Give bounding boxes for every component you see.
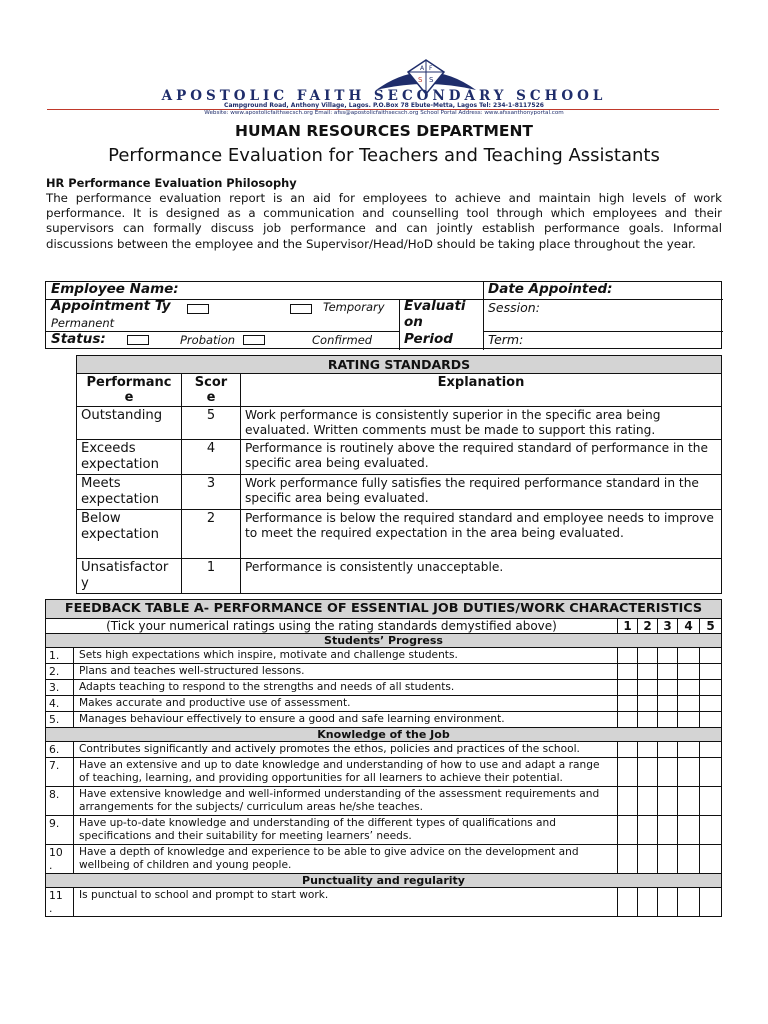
rating-cell-5[interactable]: [700, 648, 722, 664]
svg-text:F: F: [429, 65, 433, 72]
rating-cell-4[interactable]: [678, 712, 700, 728]
duty-number: 6.: [46, 742, 74, 758]
rating-cell-4[interactable]: [678, 742, 700, 758]
rating-cell-1[interactable]: [618, 680, 638, 696]
svg-text:S: S: [429, 76, 434, 84]
section-title: Students’ Progress: [46, 634, 722, 648]
rating-cell-5[interactable]: [700, 680, 722, 696]
rating-cell-2[interactable]: [638, 888, 658, 917]
duty-description: Plans and teaches well-structured lessons.: [74, 664, 618, 680]
duty-description: Have a depth of knowledge and experience to be able to give advice on the development and wellbeing of children and young people.: [74, 845, 618, 874]
rating-cell-1[interactable]: [618, 742, 638, 758]
duty-row: [46, 816, 722, 845]
score-column-header: Scor e: [182, 374, 241, 407]
rating-cell-5[interactable]: [700, 845, 722, 874]
duty-description: Is punctual to school and prompt to start work.: [74, 888, 618, 917]
duty-description: Makes accurate and productive use of assessment.: [74, 696, 618, 712]
duty-row: [46, 888, 722, 917]
rating-cell-5[interactable]: [700, 664, 722, 680]
rating-row: [77, 559, 722, 594]
rating-cell-1[interactable]: [618, 816, 638, 845]
rating-explanation: Performance is below the required standard and employee needs to improve to meet the required expectation in the area being evaluated.: [241, 510, 722, 559]
term-label: Term:: [488, 332, 524, 347]
scale-header-4: 4: [678, 619, 700, 634]
duty-row: [46, 742, 722, 758]
rating-cell-2[interactable]: [638, 696, 658, 712]
duty-number: 9.: [46, 816, 74, 845]
rating-cell-4[interactable]: [678, 664, 700, 680]
temporary-label: Temporary: [323, 300, 385, 314]
rating-performance-level: Outstanding: [77, 407, 182, 440]
permanent-label: Permanent: [51, 316, 115, 330]
rating-cell-2[interactable]: [638, 845, 658, 874]
letterhead: [45, 58, 723, 120]
duty-row: [46, 758, 722, 787]
rating-cell-5[interactable]: [700, 888, 722, 917]
rating-score: 5: [182, 407, 241, 440]
rating-cell-2[interactable]: [638, 758, 658, 787]
rating-explanation: Work performance fully satisfies the required performance standard in the specific area being evaluated.: [241, 475, 722, 510]
rating-cell-2[interactable]: [638, 680, 658, 696]
rating-score: 1: [182, 559, 241, 594]
rating-cell-3[interactable]: [658, 888, 678, 917]
date-appointed-label: Date Appointed:: [488, 281, 613, 297]
rating-cell-5[interactable]: [700, 787, 722, 816]
probation-label: Probation: [180, 333, 236, 347]
rating-cell-1[interactable]: [618, 787, 638, 816]
rating-performance-level: Unsatisfactor y: [77, 559, 182, 594]
rating-cell-3[interactable]: [658, 758, 678, 787]
rating-score: 4: [182, 440, 241, 475]
performance-column-header: Performanc e: [77, 374, 182, 407]
rating-performance-level: Exceeds expectation: [77, 440, 182, 475]
evaluation-period-label-3: Period: [404, 331, 453, 347]
section-title: Knowledge of the Job: [46, 728, 722, 742]
rating-cell-2[interactable]: [638, 787, 658, 816]
school-name: APOSTOLIC FAITH SECONDARY SCHOOL: [161, 88, 607, 104]
rating-cell-2[interactable]: [638, 648, 658, 664]
rating-cell-4[interactable]: [678, 758, 700, 787]
rating-cell-1[interactable]: [618, 664, 638, 680]
rating-cell-1[interactable]: [618, 696, 638, 712]
scale-header-2: 2: [638, 619, 658, 634]
duty-number: 2.: [46, 664, 74, 680]
rating-cell-4[interactable]: [678, 845, 700, 874]
rating-cell-4[interactable]: [678, 816, 700, 845]
rating-cell-4[interactable]: [678, 888, 700, 917]
rating-row: [77, 440, 722, 475]
duty-row: [46, 680, 722, 696]
evaluation-period-label-2: on: [404, 314, 423, 330]
duty-description: Have an extensive and up to date knowledge and understanding of how to use and adapt a range of teaching, learning, and providing opportunities for all learners to achieve their potential.: [74, 758, 618, 787]
duty-number: 7.: [46, 758, 74, 787]
duty-description: Contributes significantly and actively promotes the ethos, policies and practices of the school.: [74, 742, 618, 758]
section-title: Punctuality and regularity: [46, 874, 722, 888]
rating-cell-2[interactable]: [638, 816, 658, 845]
rating-cell-4[interactable]: [678, 696, 700, 712]
rating-explanation: Performance is routinely above the required standard of performance in the specific area being evaluated.: [241, 440, 722, 475]
rating-cell-1[interactable]: [618, 648, 638, 664]
rating-cell-3[interactable]: [658, 712, 678, 728]
duty-description: Have extensive knowledge and well-informed understanding of the assessment requirements and arrangements for the subjects/ curriculum areas he/she teaches.: [74, 787, 618, 816]
rating-scale-row: [46, 619, 722, 634]
philosophy-paragraph: The performance evaluation report is an aid for employees to achieve and maintain high levels of work performance. It is designed as a communication and counselling tool through which employees and their supervisors can formally discuss job performance and can jointly establish performance goals. Informal discussions between the employee and the Supervisor/Head/HoD should be taking place throughout the year.: [46, 191, 722, 251]
rating-row: [77, 407, 722, 440]
explanation-column-header: Explanation: [241, 374, 722, 407]
session-label: Session:: [488, 300, 540, 315]
duty-number: 4.: [46, 696, 74, 712]
evaluation-period-label-1: Evaluati: [404, 298, 466, 314]
rating-performance-level: Below expectation: [77, 510, 182, 559]
probation-checkbox[interactable]: [127, 335, 149, 345]
duty-description: Adapts teaching to respond to the strengths and needs of all students.: [74, 680, 618, 696]
rating-cell-2[interactable]: [638, 664, 658, 680]
appointment-type-label: Appointment Ty: [51, 298, 171, 314]
section-header-row: [46, 874, 722, 888]
rating-cell-3[interactable]: [658, 648, 678, 664]
rating-cell-5[interactable]: [700, 712, 722, 728]
confirmed-checkbox[interactable]: [243, 335, 265, 345]
permanent-checkbox[interactable]: [187, 304, 209, 314]
feedback-table-title: FEEDBACK TABLE A- PERFORMANCE OF ESSENTIAL JOB DUTIES/WORK CHARACTERISTICS: [46, 600, 722, 619]
duty-row: [46, 696, 722, 712]
employee-name-label: Employee Name:: [51, 281, 179, 297]
rating-header-row: [77, 374, 722, 407]
scale-header-1: 1: [618, 619, 638, 634]
rating-cell-5[interactable]: [700, 816, 722, 845]
rating-cell-2[interactable]: [638, 742, 658, 758]
rating-cell-3[interactable]: [658, 742, 678, 758]
duty-description: Sets high expectations which inspire, motivate and challenge students.: [74, 648, 618, 664]
rating-cell-3[interactable]: [658, 696, 678, 712]
status-label: Status:: [51, 331, 106, 347]
section-header-row: [46, 728, 722, 742]
rating-score: 2: [182, 510, 241, 559]
rating-cell-5[interactable]: [700, 696, 722, 712]
rating-standards-table: [76, 355, 722, 594]
rating-cell-5[interactable]: [700, 742, 722, 758]
rating-cell-3[interactable]: [658, 680, 678, 696]
form-title: Performance Evaluation for Teachers and Teaching Assistants: [108, 145, 660, 166]
feedback-table-a: [45, 599, 722, 917]
rating-row: [77, 475, 722, 510]
rating-cell-5[interactable]: [700, 758, 722, 787]
rating-cell-3[interactable]: [658, 816, 678, 845]
tick-instruction: (Tick your numerical ratings using the rating standards demystified above): [46, 619, 618, 634]
duty-number: 1.: [46, 648, 74, 664]
duty-row: [46, 648, 722, 664]
scale-header-5: 5: [700, 619, 722, 634]
duty-number: 8.: [46, 787, 74, 816]
rating-cell-2[interactable]: [638, 712, 658, 728]
duty-row: [46, 712, 722, 728]
rating-row: [77, 510, 722, 559]
rating-cell-3[interactable]: [658, 787, 678, 816]
school-address: Campground Road, Anthony Village, Lagos. P.O.Box 78 Ebute-Metta, Lagos Tel: 234-1-8117526: [224, 102, 544, 109]
temporary-checkbox[interactable]: [290, 304, 312, 314]
school-contacts: Website: www.apostolicfaithsecsch.org Email: afss@apostolicfaithsecsch.org School Portal Address: www.afssanthonyportal.com: [204, 110, 564, 116]
department-heading: HUMAN RESOURCES DEPARTMENT: [234, 122, 533, 140]
duty-number: 3.: [46, 680, 74, 696]
svg-text:S: S: [418, 76, 423, 84]
rating-cell-1[interactable]: [618, 888, 638, 917]
rating-explanation: Work performance is consistently superior in the specific area being evaluated. Written comments must be made to support this rating.: [241, 407, 722, 440]
duty-row: [46, 845, 722, 874]
duty-description: Manages behaviour effectively to ensure a good and safe learning environment.: [74, 712, 618, 728]
confirmed-label: Confirmed: [312, 333, 373, 347]
employee-info-box: [45, 281, 722, 349]
rating-score: 3: [182, 475, 241, 510]
rating-standards-title: RATING STANDARDS: [77, 356, 722, 374]
duty-row: [46, 787, 722, 816]
section-header-row: [46, 634, 722, 648]
duty-description: Have up-to-date knowledge and understanding of the different types of qualifications and specifications and their suitability for meeting learners’ needs.: [74, 816, 618, 845]
rating-cell-4[interactable]: [678, 680, 700, 696]
svg-text:A: A: [420, 65, 425, 72]
rating-cell-4[interactable]: [678, 648, 700, 664]
rating-performance-level: Meets expectation: [77, 475, 182, 510]
rating-cell-1[interactable]: [618, 845, 638, 874]
scale-header-3: 3: [658, 619, 678, 634]
duty-number: 11 .: [46, 888, 74, 917]
duty-number: 10 .: [46, 845, 74, 874]
rating-cell-3[interactable]: [658, 664, 678, 680]
rating-cell-1[interactable]: [618, 712, 638, 728]
duty-number: 5.: [46, 712, 74, 728]
rating-cell-3[interactable]: [658, 845, 678, 874]
rating-cell-1[interactable]: [618, 758, 638, 787]
philosophy-heading: HR Performance Evaluation Philosophy: [46, 176, 297, 190]
rating-explanation: Performance is consistently unacceptable.: [241, 559, 722, 594]
rating-cell-4[interactable]: [678, 787, 700, 816]
duty-row: [46, 664, 722, 680]
